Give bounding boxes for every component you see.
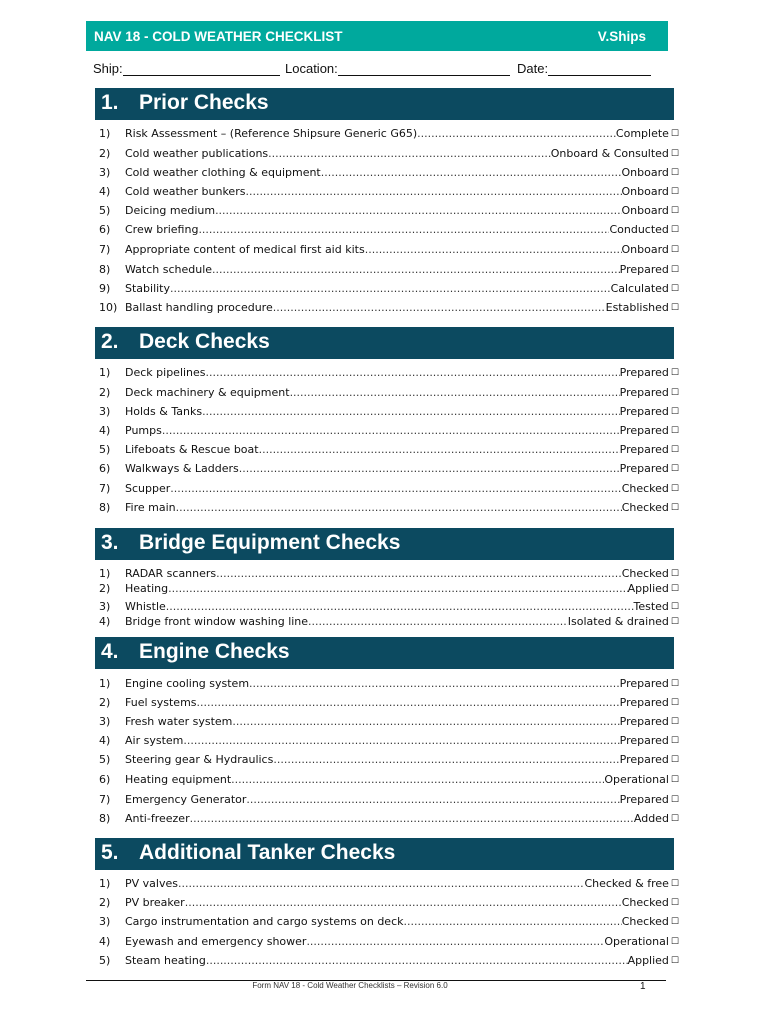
checkbox[interactable]: ☐ xyxy=(670,937,679,947)
item-row xyxy=(125,811,679,827)
item-label: Steam heating xyxy=(125,954,206,967)
item-row xyxy=(125,500,679,516)
item-label: RADAR scanners xyxy=(125,567,217,580)
dot-leader xyxy=(212,262,620,278)
checkbox[interactable]: ☐ xyxy=(670,206,679,216)
item-row xyxy=(125,242,679,258)
item-row xyxy=(125,599,679,615)
checklist-item xyxy=(0,566,768,582)
checklist-item xyxy=(0,500,768,516)
item-status: Operational xyxy=(604,773,669,786)
item-number: 6) xyxy=(99,462,111,475)
location-field xyxy=(285,61,510,77)
item-number: 2) xyxy=(99,896,111,909)
dot-leader xyxy=(178,876,584,892)
item-number: 1) xyxy=(99,127,111,140)
checklist-item xyxy=(0,461,768,477)
item-label: Fuel systems xyxy=(125,696,197,709)
item-status: Prepared xyxy=(619,405,669,418)
ship-field xyxy=(93,61,280,77)
item-row xyxy=(125,895,679,911)
checklist-item xyxy=(0,385,768,401)
item-label: Air system xyxy=(125,734,184,747)
item-label: Walkways & Ladders xyxy=(125,462,239,475)
item-number: 3) xyxy=(99,600,111,613)
checklist-item xyxy=(0,242,768,258)
item-label: Cold weather publications xyxy=(125,147,269,160)
item-row xyxy=(125,146,679,162)
section-number: 3. xyxy=(101,531,119,554)
section-header-5 xyxy=(95,838,674,870)
checkbox[interactable]: ☐ xyxy=(670,265,679,275)
item-label: Fire main xyxy=(125,501,176,514)
item-label: Cold weather clothing & equipment xyxy=(125,166,321,179)
item-status: Prepared xyxy=(619,753,669,766)
section-title: Engine Checks xyxy=(139,640,290,663)
item-number: 5) xyxy=(99,753,111,766)
item-number: 3) xyxy=(99,915,111,928)
page-number: 1 xyxy=(640,981,646,992)
date-line[interactable] xyxy=(548,62,651,76)
checkbox[interactable]: ☐ xyxy=(670,679,679,689)
checklist-item xyxy=(0,953,768,969)
checklist-item xyxy=(0,365,768,381)
item-row xyxy=(125,385,679,401)
dot-leader xyxy=(162,423,620,439)
checkbox[interactable]: ☐ xyxy=(670,795,679,805)
checkbox[interactable]: ☐ xyxy=(670,617,679,627)
item-status: Established xyxy=(605,301,669,314)
checkbox[interactable]: ☐ xyxy=(670,602,679,612)
item-status: Checked xyxy=(621,567,669,580)
checkbox[interactable]: ☐ xyxy=(670,426,679,436)
checkbox[interactable]: ☐ xyxy=(670,775,679,785)
item-label: Deicing medium xyxy=(125,204,216,217)
item-row xyxy=(125,222,679,238)
brand-name: V.Ships xyxy=(597,29,646,44)
item-label: Lifeboats & Rescue boat xyxy=(125,443,259,456)
checklist-item xyxy=(0,262,768,278)
checklist-item xyxy=(0,222,768,238)
item-status: Operational xyxy=(604,935,669,948)
dot-leader xyxy=(273,752,619,768)
item-label: Cargo instrumentation and cargo systems on deck xyxy=(125,915,404,928)
item-number: 10) xyxy=(99,301,118,314)
checkbox[interactable]: ☐ xyxy=(670,717,679,727)
checklist-item xyxy=(0,614,768,630)
checklist-item xyxy=(0,914,768,930)
item-status: Onboard xyxy=(621,185,669,198)
item-row xyxy=(125,914,679,930)
item-label: Steering gear & Hydraulics xyxy=(125,753,274,766)
item-row xyxy=(125,733,679,749)
checkbox[interactable]: ☐ xyxy=(670,698,679,708)
dot-leader xyxy=(231,772,604,788)
item-label: Eyewash and emergency shower xyxy=(125,935,307,948)
checklist-item xyxy=(0,281,768,297)
dot-leader xyxy=(206,365,620,381)
item-row xyxy=(125,876,679,892)
item-number: 5) xyxy=(99,443,111,456)
section-header-1 xyxy=(95,88,674,120)
checkbox[interactable]: ☐ xyxy=(670,464,679,474)
item-status: Applied xyxy=(627,582,669,595)
dot-leader xyxy=(268,146,551,162)
section-number: 2. xyxy=(101,330,119,353)
item-row xyxy=(125,184,679,200)
checkbox[interactable]: ☐ xyxy=(670,584,679,594)
item-row xyxy=(125,126,679,142)
item-label: Emergency Generator xyxy=(125,793,247,806)
dot-leader xyxy=(168,581,627,597)
ship-label: Ship: xyxy=(93,61,123,76)
item-row xyxy=(125,423,679,439)
item-number: 9) xyxy=(99,282,111,295)
checkbox[interactable]: ☐ xyxy=(670,503,679,513)
dot-leader xyxy=(245,184,621,200)
item-label: Whistle xyxy=(125,600,166,613)
dot-leader xyxy=(365,242,622,258)
item-label: Holds & Tanks xyxy=(125,405,203,418)
section-title: Prior Checks xyxy=(139,91,269,114)
dot-leader xyxy=(249,676,620,692)
item-status: Prepared xyxy=(619,793,669,806)
dot-leader xyxy=(215,203,621,219)
section-number: 4. xyxy=(101,640,119,663)
dot-leader xyxy=(259,442,620,458)
item-number: 4) xyxy=(99,935,111,948)
item-label: Engine cooling system xyxy=(125,677,250,690)
checklist-item xyxy=(0,184,768,200)
dot-leader xyxy=(290,385,620,401)
item-number: 8) xyxy=(99,263,111,276)
checklist-item xyxy=(0,876,768,892)
item-label: Heating equipment xyxy=(125,773,232,786)
item-status: Prepared xyxy=(619,424,669,437)
checkbox[interactable]: ☐ xyxy=(670,407,679,417)
dot-leader xyxy=(306,934,604,950)
item-number: 4) xyxy=(99,734,111,747)
item-label: Cold weather bunkers xyxy=(125,185,246,198)
section-header-4 xyxy=(95,637,674,669)
dot-leader xyxy=(183,733,619,749)
item-status: Tested xyxy=(633,600,669,613)
item-number: 5) xyxy=(99,954,111,967)
date-label: Date: xyxy=(517,61,549,76)
item-label: Ballast handling procedure xyxy=(125,301,273,314)
checklist-item xyxy=(0,165,768,181)
item-status: Checked xyxy=(621,896,669,909)
dot-leader xyxy=(308,614,568,630)
item-number: 3) xyxy=(99,715,111,728)
checkbox[interactable]: ☐ xyxy=(670,284,679,294)
item-row xyxy=(125,461,679,477)
checklist-item xyxy=(0,792,768,808)
checkbox[interactable]: ☐ xyxy=(670,187,679,197)
item-label: Scupper xyxy=(125,482,171,495)
dot-leader xyxy=(190,811,634,827)
section-title: Additional Tanker Checks xyxy=(139,841,396,864)
checklist-item xyxy=(0,599,768,615)
item-row xyxy=(125,281,679,297)
item-row xyxy=(125,365,679,381)
footer-text: Form NAV 18 - Cold Weather Checklists – Revision 6.0 xyxy=(252,981,448,990)
dot-leader xyxy=(321,165,622,181)
dot-leader xyxy=(206,953,628,969)
item-label: Bridge front window washing line xyxy=(125,615,309,628)
checklist-item xyxy=(0,126,768,142)
item-status: Checked xyxy=(621,501,669,514)
checklist-item xyxy=(0,146,768,162)
item-status: Checked xyxy=(621,482,669,495)
item-number: 3) xyxy=(99,166,111,179)
item-status: Calculated xyxy=(610,282,669,295)
item-row xyxy=(125,676,679,692)
checkbox[interactable]: ☐ xyxy=(670,149,679,159)
item-status: Onboard xyxy=(621,166,669,179)
checkbox[interactable]: ☐ xyxy=(670,225,679,235)
item-row xyxy=(125,953,679,969)
item-row xyxy=(125,934,679,950)
location-label: Location: xyxy=(285,61,338,76)
checklist-item xyxy=(0,203,768,219)
checkbox[interactable]: ☐ xyxy=(670,879,679,889)
dot-leader xyxy=(232,714,619,730)
item-status: Prepared xyxy=(619,715,669,728)
section-header-3 xyxy=(95,528,674,560)
checklist-item xyxy=(0,300,768,316)
item-status: Added xyxy=(633,812,669,825)
item-label: PV valves xyxy=(125,877,178,890)
checklist-item xyxy=(0,676,768,692)
item-status: Prepared xyxy=(619,734,669,747)
item-status: Prepared xyxy=(619,263,669,276)
item-status: Checked xyxy=(621,915,669,928)
checkbox[interactable]: ☐ xyxy=(670,129,679,139)
item-row xyxy=(125,772,679,788)
item-row xyxy=(125,481,679,497)
item-row xyxy=(125,404,679,420)
location-line[interactable] xyxy=(338,62,510,76)
dot-leader xyxy=(403,914,621,930)
checklist-item xyxy=(0,442,768,458)
item-row xyxy=(125,752,679,768)
item-label: Crew briefing xyxy=(125,223,199,236)
item-status: Conducted xyxy=(609,223,669,236)
item-number: 8) xyxy=(99,812,111,825)
ship-line[interactable] xyxy=(123,62,280,76)
item-label: Deck machinery & equipment xyxy=(125,386,290,399)
item-number: 4) xyxy=(99,424,111,437)
item-row xyxy=(125,442,679,458)
item-label: Watch schedule xyxy=(125,263,213,276)
checklist-item xyxy=(0,581,768,597)
checklist-item xyxy=(0,423,768,439)
item-row xyxy=(125,203,679,219)
item-row xyxy=(125,614,679,630)
checkbox[interactable]: ☐ xyxy=(670,168,679,178)
checkbox[interactable]: ☐ xyxy=(670,484,679,494)
dot-leader xyxy=(170,281,611,297)
item-number: 4) xyxy=(99,185,111,198)
document-title: NAV 18 - COLD WEATHER CHECKLIST xyxy=(94,29,343,44)
dot-leader xyxy=(197,695,620,711)
item-number: 2) xyxy=(99,582,111,595)
section-title: Bridge Equipment Checks xyxy=(139,531,401,554)
item-status: Prepared xyxy=(619,696,669,709)
date-field xyxy=(517,61,651,77)
dot-leader xyxy=(170,481,621,497)
item-label: Anti-freezer xyxy=(125,812,190,825)
dot-leader xyxy=(202,404,620,420)
item-status: Prepared xyxy=(619,677,669,690)
section-header-2 xyxy=(95,327,674,359)
checklist-item xyxy=(0,695,768,711)
item-number: 3) xyxy=(99,405,111,418)
checklist-item xyxy=(0,895,768,911)
item-number: 2) xyxy=(99,386,111,399)
item-status: Prepared xyxy=(619,443,669,456)
checklist-item xyxy=(0,752,768,768)
item-number: 7) xyxy=(99,243,111,256)
checkbox[interactable]: ☐ xyxy=(670,445,679,455)
checklist-item xyxy=(0,811,768,827)
checkbox[interactable]: ☐ xyxy=(670,755,679,765)
item-number: 4) xyxy=(99,615,111,628)
checkbox[interactable]: ☐ xyxy=(670,303,679,313)
item-number: 6) xyxy=(99,223,111,236)
checkbox[interactable]: ☐ xyxy=(670,956,679,966)
dot-leader xyxy=(198,222,609,238)
item-label: Fresh water system xyxy=(125,715,233,728)
checkbox[interactable]: ☐ xyxy=(670,736,679,746)
item-number: 1) xyxy=(99,567,111,580)
item-row xyxy=(125,792,679,808)
checklist-item xyxy=(0,714,768,730)
item-status: Onboard & Consulted xyxy=(550,147,669,160)
item-status: Complete xyxy=(615,127,669,140)
item-number: 1) xyxy=(99,677,111,690)
checkbox[interactable]: ☐ xyxy=(670,898,679,908)
checkbox[interactable]: ☐ xyxy=(670,814,679,824)
checkbox[interactable]: ☐ xyxy=(670,917,679,927)
dot-leader xyxy=(273,300,606,316)
item-row xyxy=(125,695,679,711)
dot-leader xyxy=(417,126,616,142)
item-number: 5) xyxy=(99,204,111,217)
dot-leader xyxy=(246,792,619,808)
item-number: 7) xyxy=(99,482,111,495)
item-row xyxy=(125,714,679,730)
checkbox[interactable]: ☐ xyxy=(670,368,679,378)
item-label: PV breaker xyxy=(125,896,185,909)
dot-leader xyxy=(176,500,622,516)
item-number: 8) xyxy=(99,501,111,514)
checklist-item xyxy=(0,481,768,497)
item-status: Prepared xyxy=(619,386,669,399)
dot-leader xyxy=(216,566,622,582)
header-bar xyxy=(86,21,668,51)
checklist-item xyxy=(0,733,768,749)
item-number: 6) xyxy=(99,773,111,786)
item-label: Risk Assessment – (Reference Shipsure Generic G65) xyxy=(125,127,418,140)
item-row xyxy=(125,165,679,181)
item-status: Prepared xyxy=(619,462,669,475)
item-label: Appropriate content of medical first aid kits xyxy=(125,243,365,256)
checkbox[interactable]: ☐ xyxy=(670,569,679,579)
checklist-item xyxy=(0,934,768,950)
item-row xyxy=(125,262,679,278)
item-row xyxy=(125,581,679,597)
dot-leader xyxy=(166,599,634,615)
item-status: Checked & free xyxy=(584,877,669,890)
item-label: Heating xyxy=(125,582,169,595)
item-number: 1) xyxy=(99,366,111,379)
section-number: 5. xyxy=(101,841,119,864)
item-label: Deck pipelines xyxy=(125,366,206,379)
item-status: Isolated & drained xyxy=(567,615,669,628)
dot-leader xyxy=(239,461,620,477)
item-row xyxy=(125,566,679,582)
item-status: Onboard xyxy=(621,204,669,217)
item-status: Prepared xyxy=(619,366,669,379)
item-number: 2) xyxy=(99,696,111,709)
item-label: Pumps xyxy=(125,424,162,437)
item-number: 2) xyxy=(99,147,111,160)
item-status: Applied xyxy=(627,954,669,967)
section-title: Deck Checks xyxy=(139,330,270,353)
checklist-item xyxy=(0,404,768,420)
item-label: Stability xyxy=(125,282,171,295)
item-status: Onboard xyxy=(621,243,669,256)
item-number: 1) xyxy=(99,877,111,890)
checklist-item xyxy=(0,772,768,788)
section-number: 1. xyxy=(101,91,119,114)
checkbox[interactable]: ☐ xyxy=(670,245,679,255)
item-number: 7) xyxy=(99,793,111,806)
dot-leader xyxy=(185,895,622,911)
checkbox[interactable]: ☐ xyxy=(670,388,679,398)
item-row xyxy=(125,300,679,316)
